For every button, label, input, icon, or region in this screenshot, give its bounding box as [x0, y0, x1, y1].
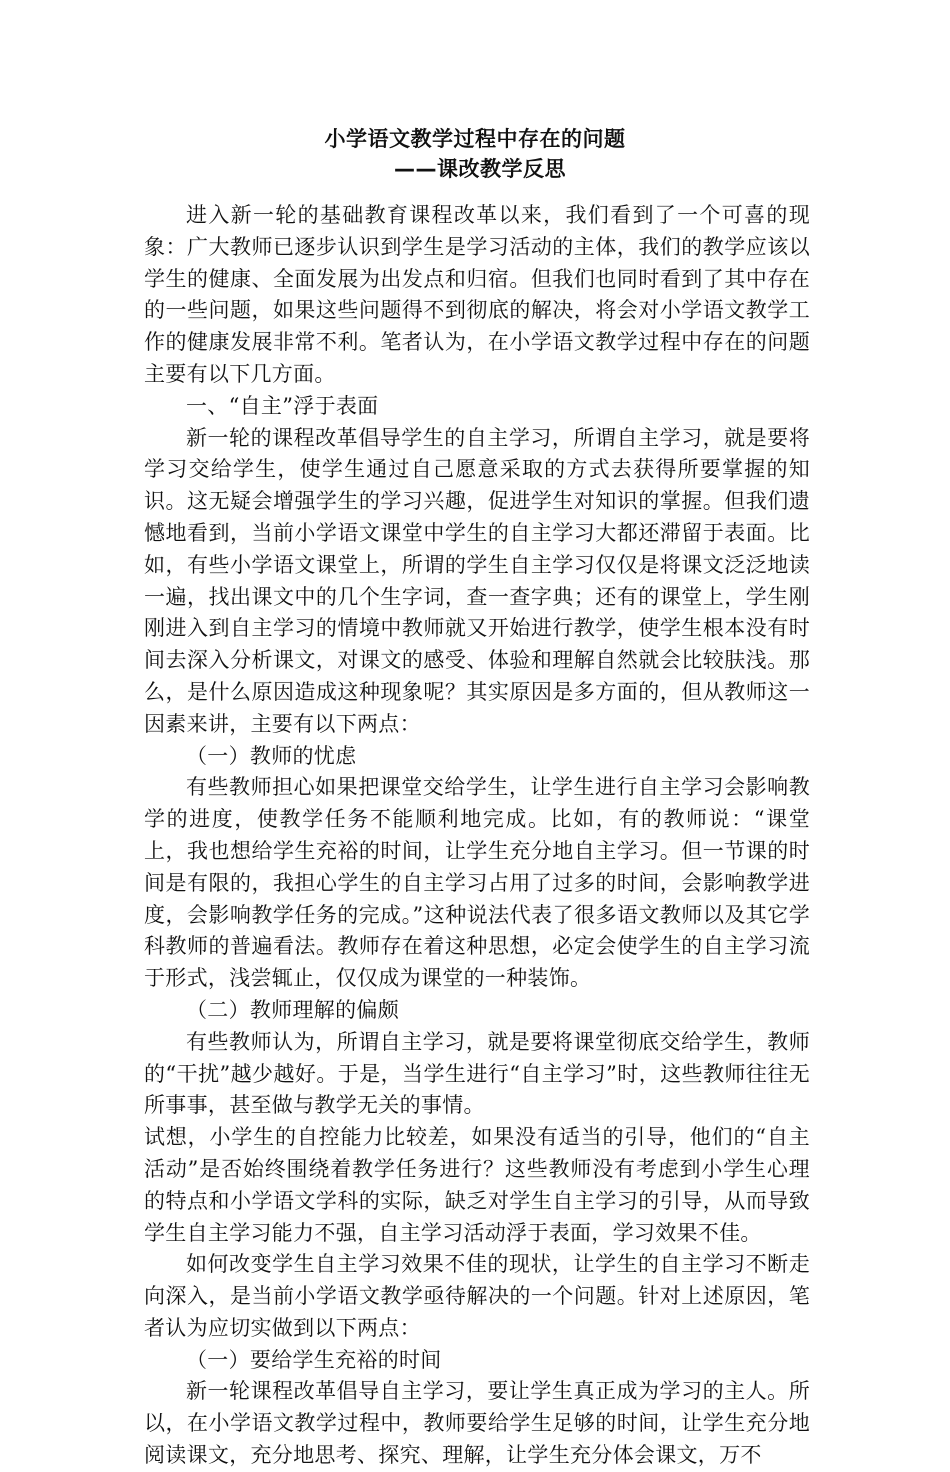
document-title: 小学语文教学过程中存在的问题	[324, 127, 626, 151]
paragraph-reflection: 试想，小学生的自控能力比较差，如果没有适当的引导，他们的“自主活动”是否始终围绕着教学任务进行？这些教师没有考虑到小学生心理的特点和小学语文学科的实际，缺乏对学生自主学习的引导，从而导致学生自主学习能力不强，自主学习活动浮于表面，学习效果不佳。	[144, 1125, 810, 1245]
paragraph-teacher-worry: 有些教师担心如果把课堂交给学生，让学生进行自主学习会影响教学的进度，使教学任务不能顺利地完成。比如，有的教师说：“课堂上，我也想给学生充裕的时间，让学生充分地自主学习。但一节课的时间是有限的，我担心学生的自主学习占用了过多的时间，会影响教学进度，会影响教学任务的完成。”这种说法代表了很多语文教师以及其它学科教师的普遍看法。教师存在着这种思想，必定会使学生的自主学习流于形式，浅尝辄止，仅仅成为课堂的一种装饰。	[144, 775, 810, 991]
paragraph-intro: 进入新一轮的基础教育课程改革以来，我们看到了一个可喜的现象：广大教师已逐步认识到学生是学习活动的主体，我们的教学应该以学生的健康、全面发展为出发点和归宿。但我们也同时看到了其中存在的一些问题，如果这些问题得不到彻底的解决，将会对小学语文教学工作的健康发展非常不利。笔者认为，在小学语文教学过程中存在的问题主要有以下几方面。	[144, 203, 810, 386]
paragraph-solution-intro: 如何改变学生自主学习效果不佳的现状，让学生的自主学习不断走向深入，是当前小学语文教学亟待解决的一个问题。针对上述原因，笔者认为应切实做到以下两点：	[144, 1252, 810, 1340]
paragraph-give-time: 新一轮课程改革倡导自主学习，要让学生真正成为学习的主人。所以，在小学语文教学过程中，教师要给学生足够的时间，让学生充分地阅读课文，充分地思考、探究、理解，让学生充分体会课文，万不	[144, 1379, 810, 1468]
subsection-heading-teacher-worry: （一）教师的忧虑	[186, 743, 357, 768]
document-body	[144, 200, 810, 1472]
subsection-heading-teacher-bias: （二）教师理解的偏颇	[186, 997, 399, 1022]
paragraph-teacher-bias: 有些教师认为，所谓自主学习，就是要将课堂彻底交给学生，教师的“干扰”越少越好。于是，当学生进行“自主学习”时，这些教师往往无所事事，甚至做与教学无关的事情。	[144, 1029, 810, 1118]
document-subtitle: ——课改教学反思	[394, 157, 566, 181]
title-block	[0, 124, 950, 184]
section-heading-1: 一、“自主”浮于表面	[186, 393, 379, 418]
paragraph-section-1: 新一轮的课程改革倡导学生的自主学习，所谓自主学习，就是要将学习交给学生，使学生通过自己愿意采取的方式去获得所要掌握的知识。这无疑会增强学生的学习兴趣，促进学生对知识的掌握。但我们遗憾地看到，当前小学语文课堂中学生的自主学习大都还滞留于表面。比如，有些小学语文课堂上，所谓的学生自主学习仅仅是将课文泛泛地读一遍，找出课文中的几个生字词，查一查字典；还有的课堂上，学生刚刚进入到自主学习的情境中教师就又开始进行教学，使学生根本没有时间去深入分析课文，对课文的感受、体验和理解自然就会比较肤浅。那么，是什么原因造成这种现象呢？其实原因是多方面的，但从教师这一因素来讲，主要有以下两点：	[144, 425, 810, 736]
subsection-heading-give-time: （一）要给学生充裕的时间	[186, 1347, 442, 1372]
